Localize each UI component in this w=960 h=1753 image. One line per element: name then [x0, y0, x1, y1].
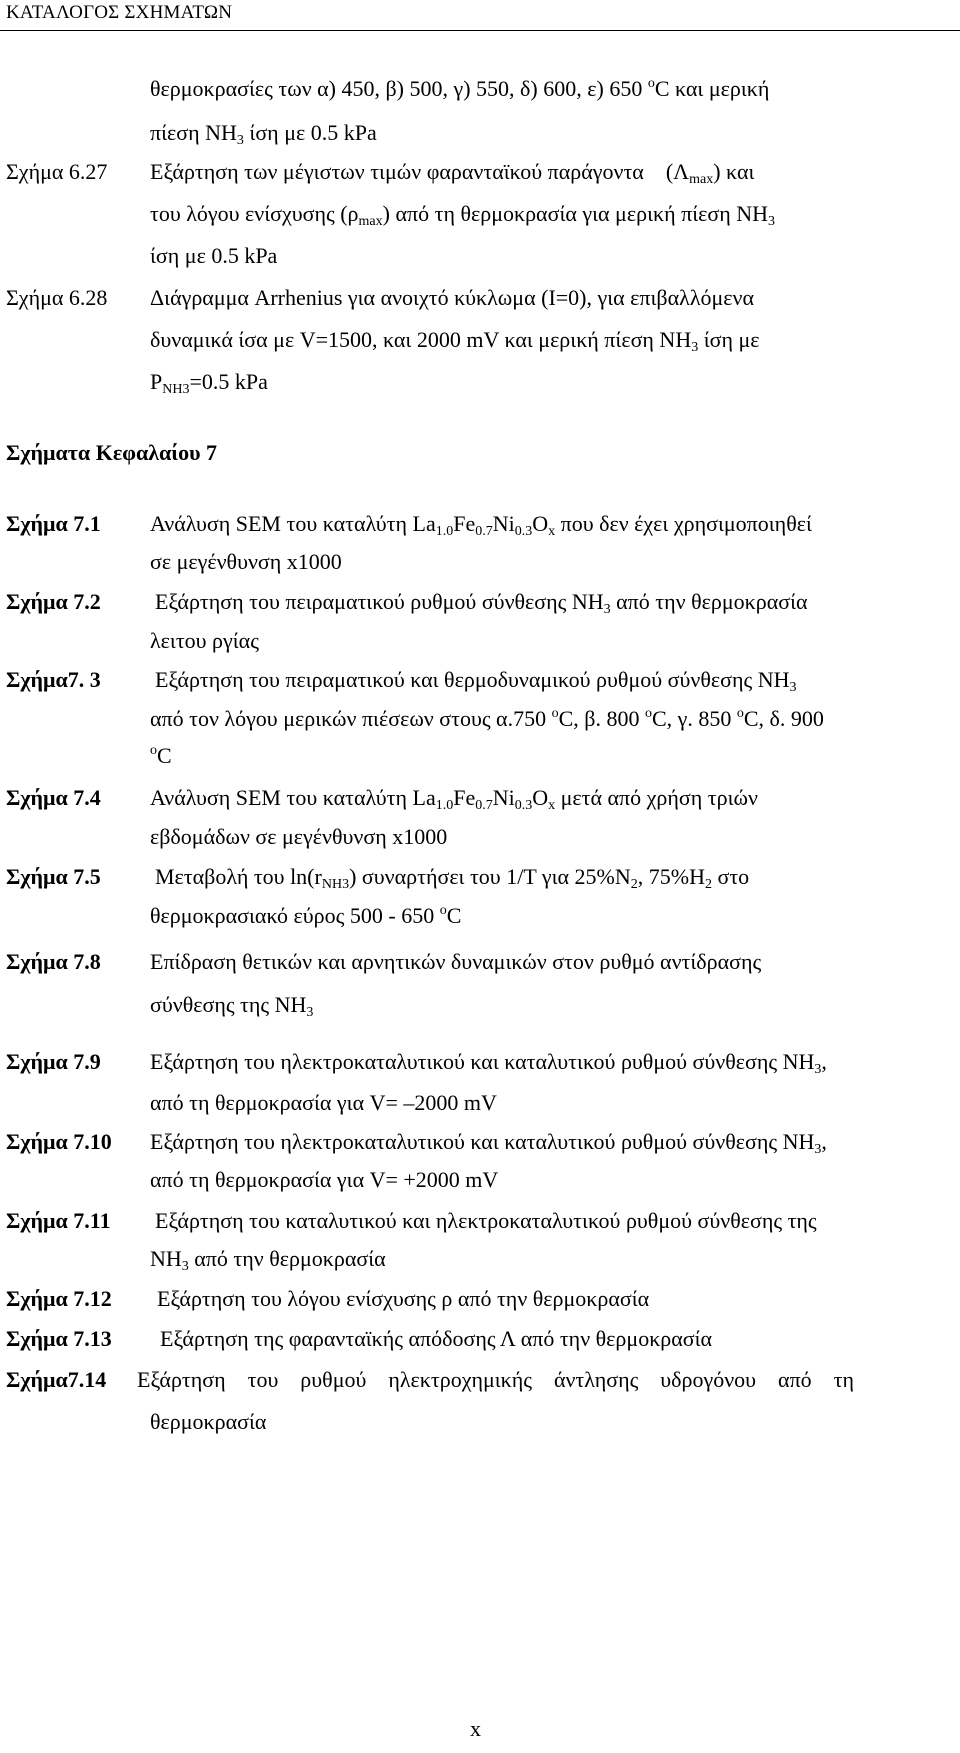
figure-caption-7-2-line-2: λειτου ργίας — [150, 628, 259, 653]
figure-caption-6-27-line-3: ίση με 0.5 kPa — [150, 243, 278, 268]
figure-caption-7-8-line-2: σύνθεσης της $NH_3$ — [150, 992, 314, 1020]
figure-caption-7-5-line-1: Μεταβολή του $\ln(r_{NH3})$ συναρτήσει του 1/T για $25\%N_2$, $75\%H_2$ στο — [155, 864, 750, 892]
figure-caption-7-5-line-2: θερμοκρασιακό εύρος 500 - 650 $^o$C — [150, 903, 462, 928]
figure-caption-7-1-line-2: σε μεγένθυνση x1000 — [150, 549, 342, 574]
figure-label-7-9: Σχήμα 7.9 — [6, 1049, 101, 1074]
figure-label-6-27: Σχήμα 6.27 — [6, 159, 108, 184]
section-heading: Σχήματα Κεφαλαίου 7 — [6, 440, 218, 465]
figure-label-7-11: Σχήμα 7.11 — [6, 1208, 111, 1233]
figure-caption-7-10-line-1: Εξάρτηση του ηλεκτροκαταλυτικού και καταλυτικού ρυθμού σύνθεσης $NH_3$, — [150, 1129, 827, 1157]
figure-label-7-2: Σχήμα 7.2 — [6, 589, 101, 614]
figure-caption-7-14-line-1: Εξάρτηση του ρυθμού ηλεκτροχημικής άντλησης υδρογόνου από τη — [137, 1367, 854, 1392]
figure-caption-7-11-line-1: Εξάρτηση του καταλυτικού και ηλεκτροκαταλυτικού ρυθμού σύνθεσης της — [155, 1208, 817, 1233]
figure-caption-6-28-line-1: Διάγραμμα Arrhenius για ανοιχτό κύκλωμα (I=0), για επιβαλλόμενα — [150, 285, 754, 310]
figure-caption-7-9-line-1: Εξάρτηση του ηλεκτροκαταλυτικού και καταλυτικού ρυθμού σύνθεσης $NH_3$, — [150, 1049, 827, 1077]
figure-caption-7-3-line-3: $^o$C — [150, 743, 172, 768]
figure-caption-7-1-line-1: Ανάλυση SEM του καταλύτη $La_{1.0}Fe_{0.7}Ni_{0.3}O_x$ που δεν έχει χρησιμοποιηθεί — [150, 511, 812, 539]
figure-caption-6-27-line-2: του λόγου ενίσχυσης $(\rho_{max})$ από τη θερμοκρασία για μερική πίεση $NH_3$ — [150, 201, 775, 229]
figure-label-6-28: Σχήμα 6.28 — [6, 285, 108, 310]
figure-caption-7-2-line-1: Εξάρτηση του πειραματικού ρυθμού σύνθεσης $NH_3$ από την θερμοκρασία — [155, 589, 808, 617]
figure-caption-7-3-line-1: Εξάρτηση του πειραματικού και θερμοδυναμικού ρυθμού σύνθεσης $NH_3$ — [155, 667, 797, 695]
figure-label-7-12: Σχήμα 7.12 — [6, 1286, 112, 1311]
figure-caption-6-28-line-2: δυναμικά ίσα με V=1500, και 2000 mV και μερική πίεση $NH_3$ ίση με — [150, 327, 760, 355]
header-rule — [0, 30, 960, 31]
figure-label-7-5: Σχήμα 7.5 — [6, 864, 101, 889]
figure-caption-7-12-line-1: Εξάρτηση του λόγου ενίσχυσης ρ από την θερμοκρασία — [157, 1286, 650, 1311]
figure-caption-7-3-line-2: από τον λόγου μερικών πιέσεων στους α.750 $^o$C, β. 800 $^o$C, γ. 850 $^o$C, δ. 900 — [150, 706, 824, 731]
figure-caption-7-11-line-2: $NH_3$ από την θερμοκρασία — [150, 1246, 386, 1274]
figure-caption-7-10-line-2: από τη θερμοκρασία για V= +2000 mV — [150, 1167, 499, 1192]
figure-caption-6-27-line-1: Εξάρτηση των μέγιστων τιμών φαρανταϊκού παράγοντα $(\Lambda_{max})$ και — [150, 159, 755, 187]
figure-label-7-1: Σχήμα 7.1 — [6, 511, 101, 536]
continuation-line-1: θερμοκρασίες των α) 450, β) 500, γ) 550, δ) 600, ε) 650 $^o$C και μερική — [150, 76, 770, 101]
continuation-line-2: πίεση $NH_3$ ίση με 0.5 kPa — [150, 120, 377, 148]
figure-caption-7-8-line-1: Επίδραση θετικών και αρνητικών δυναμικών στον ρυθμό αντίδρασης — [150, 949, 762, 974]
running-header: ΚΑΤΑΛΟΓΟΣ ΣΧΗΜΑΤΩΝ — [6, 2, 233, 23]
figure-label-7-13: Σχήμα 7.13 — [6, 1326, 112, 1351]
page-number: x — [470, 1716, 481, 1741]
figure-label-7-8: Σχήμα 7.8 — [6, 949, 101, 974]
figure-caption-6-28-line-3: $P_{NH3}=0.5$ kPa — [150, 369, 268, 397]
figure-label-7-4: Σχήμα 7.4 — [6, 785, 101, 810]
figure-caption-7-13-line-1: Εξάρτηση της φαρανταϊκής απόδοσης Λ από την θερμοκρασία — [160, 1326, 713, 1351]
figure-label-7-14: Σχήμα7.14 — [6, 1367, 107, 1392]
figure-label-7-10: Σχήμα 7.10 — [6, 1129, 112, 1154]
figure-label-7-3: Σχήμα7. 3 — [6, 667, 101, 692]
figure-caption-7-9-line-2: από τη θερμοκρασία για V= –2000 mV — [150, 1090, 497, 1115]
figure-caption-7-14-line-2: θερμοκρασία — [150, 1409, 267, 1434]
figure-caption-7-4-line-2: εβδομάδων σε μεγένθυνση x1000 — [150, 824, 448, 849]
figure-caption-7-4-line-1: Ανάλυση SEM του καταλύτη $La_{1.0}Fe_{0.7}Ni_{0.3}O_x$ μετά από χρήση τριών — [150, 785, 758, 813]
